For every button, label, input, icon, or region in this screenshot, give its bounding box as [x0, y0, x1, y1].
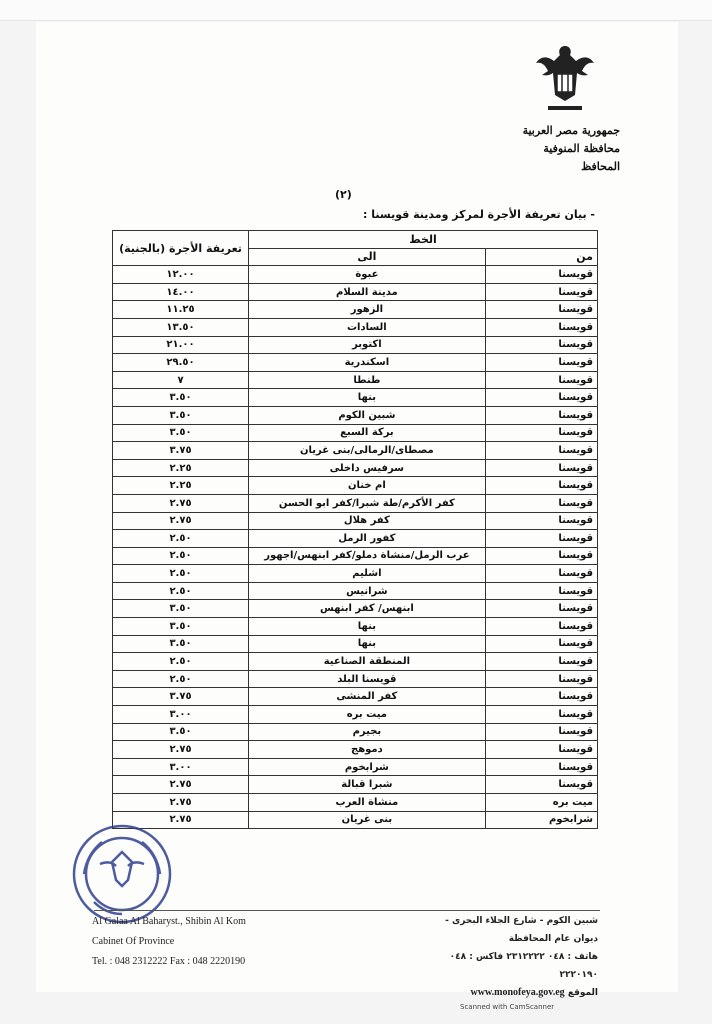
table-subtitle: - بيان تعريفة الأجرة لمركز ومدينة قويسنا : — [363, 208, 595, 221]
fare-cell: ٢.٥٠ — [113, 653, 249, 671]
to-cell: شبرا قبالة — [249, 776, 486, 794]
eagle-emblem-icon — [530, 40, 600, 120]
from-cell: قويسنا — [485, 354, 597, 372]
footer-phone-en: Tel. : 048 2312222 Fax : 048 2220190 — [92, 956, 246, 967]
to-cell: قويسنا البلد — [249, 670, 486, 688]
to-cell: كفر المنشى — [249, 688, 486, 706]
from-cell: قويسنا — [485, 547, 597, 565]
to-cell: الزهور — [249, 301, 486, 319]
table-row — [113, 688, 598, 706]
fare-cell: ١١.٢٥ — [113, 301, 249, 319]
table-row — [113, 406, 598, 424]
from-cell: قويسنا — [485, 741, 597, 759]
table-row — [113, 266, 598, 284]
table-row — [113, 389, 598, 407]
to-cell: عرب الرمل/منشاة دملو/كفر ابنهس/اجهور — [249, 547, 486, 565]
fare-cell: ٢.٧٥ — [113, 494, 249, 512]
fare-cell: ١٢.٠٠ — [113, 266, 249, 284]
table-row — [113, 318, 598, 336]
fare-cell: ١٤.٠٠ — [113, 283, 249, 301]
fare-table-body — [113, 266, 598, 829]
table-row — [113, 776, 598, 794]
document-header — [500, 122, 620, 176]
footer-office-en: Cabinet Of Province — [92, 936, 175, 947]
from-cell: قويسنا — [485, 512, 597, 530]
from-cell: قويسنا — [485, 442, 597, 460]
from-cell: قويسنا — [485, 459, 597, 477]
to-cell: سرفيس داخلى — [249, 459, 486, 477]
footer-website-link[interactable]: www.monofeya.gov.eg — [470, 987, 565, 998]
from-cell: قويسنا — [485, 301, 597, 319]
table-row — [113, 653, 598, 671]
to-cell: ام خنان — [249, 477, 486, 495]
table-row — [113, 600, 598, 618]
fare-cell: ٢.٥٠ — [113, 670, 249, 688]
to-cell: مدينة السلام — [249, 283, 486, 301]
fare-cell: ٣.٥٠ — [113, 389, 249, 407]
fare-cell: ٢.٥٠ — [113, 565, 249, 583]
fare-cell: ٢١.٠٠ — [113, 336, 249, 354]
table-row — [113, 494, 598, 512]
from-cell: قويسنا — [485, 406, 597, 424]
header-line-country: جمهورية مصر العربية — [522, 124, 620, 137]
fare-cell: ٢.٢٥ — [113, 459, 249, 477]
fare-cell: ٣.٠٠ — [113, 758, 249, 776]
to-cell: كفور الرمل — [249, 530, 486, 548]
to-cell: شرانيس — [249, 582, 486, 600]
fare-cell: ٣.٧٥ — [113, 688, 249, 706]
table-row — [113, 794, 598, 812]
fare-cell: ٢.٥٠ — [113, 547, 249, 565]
from-cell: قويسنا — [485, 653, 597, 671]
to-cell: السادات — [249, 318, 486, 336]
fare-cell: ٣.٥٠ — [113, 635, 249, 653]
to-cell: ميت بره — [249, 706, 486, 724]
footer-address-en: Al Galaa Al Baharyst., Shibin Al Kom — [92, 916, 246, 927]
from-cell: قويسنا — [485, 635, 597, 653]
fare-header: تعريفة الأجرة (بالجنية) — [113, 231, 249, 266]
to-cell: ابنهس/ كفر ابنهس — [249, 600, 486, 618]
table-row — [113, 741, 598, 759]
fare-cell: ٣.٥٠ — [113, 723, 249, 741]
header-line-governor: المحافظ — [581, 160, 620, 173]
to-cell: كفر هلال — [249, 512, 486, 530]
from-cell: قويسنا — [485, 582, 597, 600]
table-row — [113, 706, 598, 724]
fare-cell: ٧ — [113, 371, 249, 389]
table-row — [113, 811, 598, 829]
to-cell: اشليم — [249, 565, 486, 583]
fare-cell: ٣.٠٠ — [113, 706, 249, 724]
from-cell: شرابخوم — [485, 811, 597, 829]
table-row — [113, 635, 598, 653]
footer-address-ar: شبين الكوم - شارع الجلاء البحرى - ديوان عام المحافظة — [445, 916, 598, 944]
to-cell: مصطاى/الرمالى/بنى غريان — [249, 442, 486, 460]
from-cell: قويسنا — [485, 494, 597, 512]
fare-cell: ٢.٧٥ — [113, 776, 249, 794]
line-header: الخط — [249, 231, 598, 249]
table-row — [113, 618, 598, 636]
fare-cell: ٣.٧٥ — [113, 442, 249, 460]
fare-cell: ٢.٧٥ — [113, 512, 249, 530]
from-cell: قويسنا — [485, 389, 597, 407]
fare-cell: ١٣.٥٠ — [113, 318, 249, 336]
fare-cell: ٣.٥٠ — [113, 600, 249, 618]
footer-site-row — [420, 984, 598, 1002]
fare-cell: ٣.٥٠ — [113, 424, 249, 442]
fare-cell: ٢.٧٥ — [113, 794, 249, 812]
fare-cell: ٢.٧٥ — [113, 811, 249, 829]
fare-cell: ٢.٢٥ — [113, 477, 249, 495]
table-row — [113, 565, 598, 583]
to-cell: شرابخوم — [249, 758, 486, 776]
to-cell: بجيرم — [249, 723, 486, 741]
to-cell: شبين الكوم — [249, 406, 486, 424]
top-bar — [0, 0, 712, 21]
from-cell: قويسنا — [485, 618, 597, 636]
from-cell: قويسنا — [485, 424, 597, 442]
from-cell: قويسنا — [485, 776, 597, 794]
from-cell: قويسنا — [485, 477, 597, 495]
from-cell: قويسنا — [485, 530, 597, 548]
table-row — [113, 371, 598, 389]
table-row — [113, 459, 598, 477]
table-row — [113, 354, 598, 372]
footer-arabic — [420, 912, 598, 1002]
from-cell: قويسنا — [485, 706, 597, 724]
table-row — [113, 512, 598, 530]
table-row — [113, 283, 598, 301]
from-cell: قويسنا — [485, 723, 597, 741]
scanner-watermark: Scanned with CamScanner — [460, 1003, 555, 1011]
footer-divider — [94, 910, 600, 911]
table-row — [113, 442, 598, 460]
to-cell: كفر الأكرم/طة شبرا/كفر ابو الحسن — [249, 494, 486, 512]
from-header: من — [485, 248, 597, 266]
to-cell: بركة السبع — [249, 424, 486, 442]
to-cell: بنها — [249, 389, 486, 407]
table-row — [113, 336, 598, 354]
table-row — [113, 547, 598, 565]
to-cell: طنطا — [249, 371, 486, 389]
from-cell: قويسنا — [485, 266, 597, 284]
to-cell: المنطقة الصناعية — [249, 653, 486, 671]
to-cell: بنها — [249, 635, 486, 653]
to-cell: اكتوبر — [249, 336, 486, 354]
to-cell: دموهج — [249, 741, 486, 759]
to-cell: بنى غريان — [249, 811, 486, 829]
to-cell: عبوة — [249, 266, 486, 284]
fare-cell: ٣.٥٠ — [113, 618, 249, 636]
page-number: (٢) — [335, 188, 352, 201]
from-cell: قويسنا — [485, 758, 597, 776]
from-cell: قويسنا — [485, 336, 597, 354]
table-row — [113, 477, 598, 495]
fare-cell: ٢.٥٠ — [113, 582, 249, 600]
from-cell: ميت بره — [485, 794, 597, 812]
from-cell: قويسنا — [485, 670, 597, 688]
fare-cell: ٢٩.٥٠ — [113, 354, 249, 372]
footer-site-label: الموقع — [567, 988, 598, 998]
to-cell: اسكندرية — [249, 354, 486, 372]
fare-cell: ٢.٥٠ — [113, 530, 249, 548]
footer-phone-ar: هاتف : ٠٤٨ ٢٣١٢٢٢٢ فاكس : ٠٤٨ ٢٢٢٠١٩٠ — [449, 952, 598, 980]
header-line-governorate: محافظة المنوفية — [543, 142, 620, 155]
from-cell: قويسنا — [485, 688, 597, 706]
from-cell: قويسنا — [485, 600, 597, 618]
from-cell: قويسنا — [485, 318, 597, 336]
to-cell: بنها — [249, 618, 486, 636]
table-row — [113, 758, 598, 776]
table-row — [113, 582, 598, 600]
table-row — [113, 424, 598, 442]
fare-cell: ٢.٧٥ — [113, 741, 249, 759]
to-cell: منشاة العرب — [249, 794, 486, 812]
fare-table — [112, 230, 598, 829]
table-row — [113, 723, 598, 741]
footer-english — [92, 912, 246, 972]
to-header: الى — [249, 248, 486, 266]
table-row — [113, 670, 598, 688]
table-row — [113, 530, 598, 548]
from-cell: قويسنا — [485, 565, 597, 583]
fare-cell: ٣.٥٠ — [113, 406, 249, 424]
from-cell: قويسنا — [485, 283, 597, 301]
table-header-row — [113, 231, 598, 249]
from-cell: قويسنا — [485, 371, 597, 389]
table-row — [113, 301, 598, 319]
